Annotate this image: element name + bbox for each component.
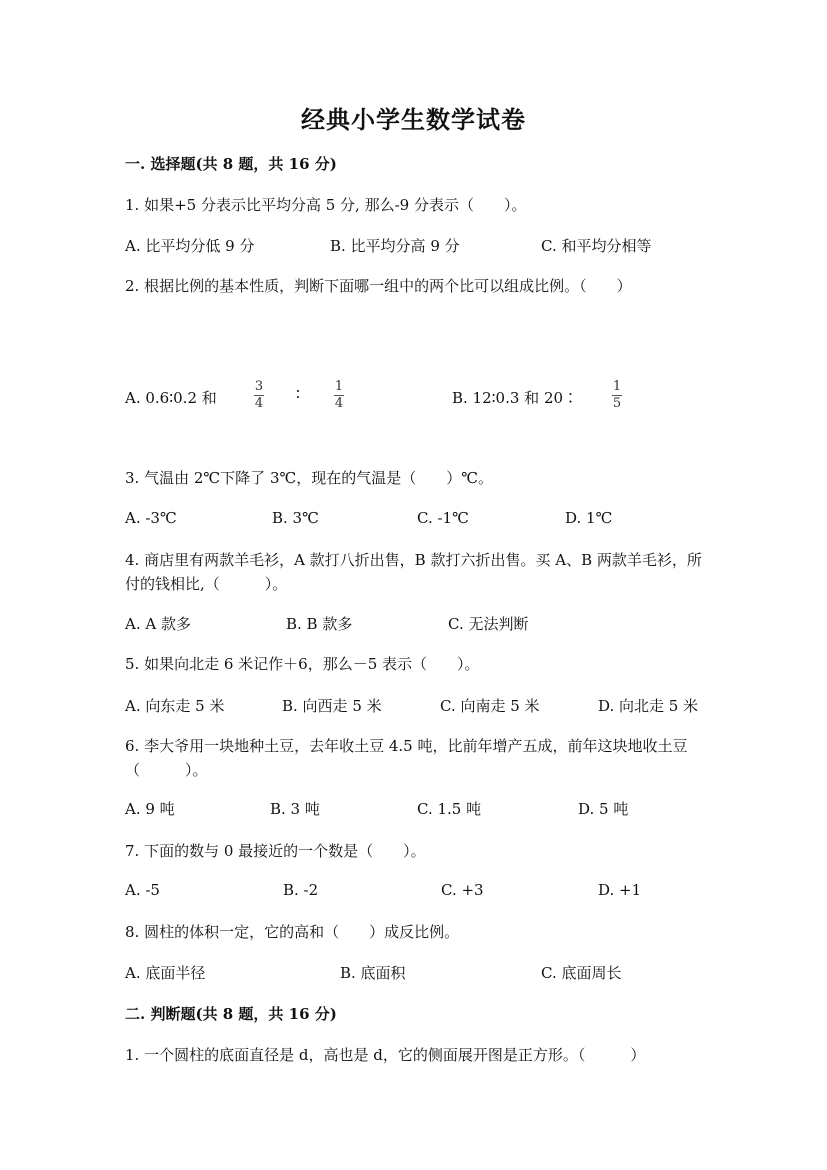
question-8: 8. 圆柱的体积一定，它的高和（ ）成反比例。 [125,923,460,941]
q8-option-c: C. 底面周长 [541,964,622,982]
page-title: 经典小学生数学试卷 [301,105,526,134]
q1-option-b: B. 比平均分高 9 分 [330,237,460,255]
q3-option-a: A. -3℃ [125,509,177,527]
question-1: 1. 如果+5 分表示比平均分高 5 分, 那么-9 分表示（ ）。 [125,196,527,214]
q3-option-c: C. -1℃ [417,509,469,527]
question-4: 4. 商店里有两款羊毛衫，A 款打八折出售，B 款打六折出售。买 A、B 两款羊毛衫，所付的钱相比,（ ）。 [125,551,702,593]
q6-option-b: B. 3 吨 [270,800,320,818]
q3-option-d: D. 1℃ [565,509,613,527]
q1-option-a: A. 比平均分低 9 分 [125,237,255,255]
question-3: 3. 气温由 2℃下降了 3℃，现在的气温是（ ）℃。 [125,469,494,487]
q6-option-a: A. 9 吨 [125,800,175,818]
q5-option-a: A. 向东走 5 米 [125,697,225,715]
section-heading-judge: 二. 判断题(共 8 题，共 16 分) [125,1005,337,1023]
judge-question-1: 1. 一个圆柱的底面直径是 d，高也是 d，它的侧面展开图是正方形。（ ） [125,1046,646,1064]
q2-option-a: A. 0.6∶0.2 和 [125,389,217,407]
q5-option-d: D. 向北走 5 米 [598,697,699,715]
q7-option-a: A. -5 [125,881,160,899]
q4-option-c: C. 无法判断 [448,615,529,633]
q5-option-b: B. 向西走 5 米 [282,697,382,715]
section-heading-choice: 一. 选择题(共 8 题，共 16 分) [125,155,337,173]
q4-option-b: B. B 款多 [286,615,353,633]
question-2: 2. 根据比例的基本性质，判断下面哪一组中的两个比可以组成比例。（ ） [125,277,632,295]
q7-option-c: C. +3 [441,881,484,899]
fraction-one-fifth: 1 5 [612,379,622,411]
question-6: 6. 李大爷用一块地种土豆，去年收土豆 4.5 吨，比前年增产五成，前年这块地收土豆（ ）。 [125,737,688,779]
q5-option-c: C. 向南走 5 米 [440,697,540,715]
q8-option-a: A. 底面半径 [125,964,206,982]
q6-option-c: C. 1.5 吨 [417,800,482,818]
q4-option-a: A. A 款多 [125,615,191,633]
fraction-three-fourths: 3 4 [254,379,264,411]
q6-option-d: D. 5 吨 [578,800,629,818]
q3-option-b: B. 3℃ [272,509,319,527]
q8-option-b: B. 底面积 [340,964,406,982]
question-7: 7. 下面的数与 0 最接近的一个数是（ ）。 [125,842,426,860]
q2-option-b: B. 12∶0.3 和 20∶ [452,389,579,407]
q7-option-d: D. +1 [598,881,642,899]
ratio-colon: ∶ [296,385,300,403]
question-5: 5. 如果向北走 6 米记作＋6，那么－5 表示（ ）。 [125,655,480,673]
fraction-one-fourth: 1 4 [334,379,344,411]
q7-option-b: B. -2 [283,881,319,899]
q1-option-c: C. 和平均分相等 [541,237,652,255]
